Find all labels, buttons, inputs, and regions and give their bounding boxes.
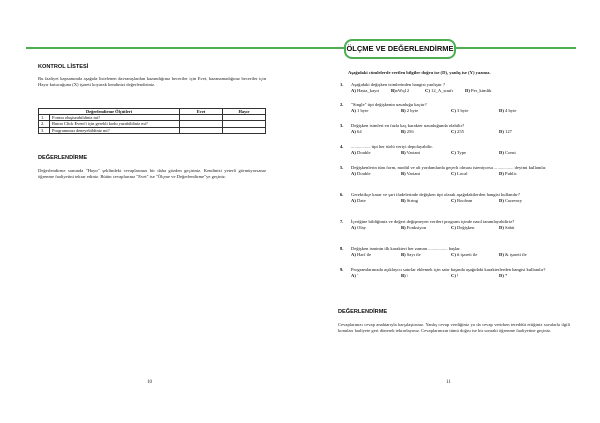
- right-page: [300, 0, 600, 423]
- left-eval-title: DEĞERLENDİRME: [38, 155, 88, 161]
- question-1: [340, 82, 568, 94]
- question-options: [351, 150, 568, 156]
- question-options: [351, 129, 568, 135]
- option-d[interactable]: D) & işareti ile: [499, 252, 527, 257]
- question-text: İçeriğine bildiğimiz ve değeri değişmeyen verileri program içinde nasıl tanımlayabiliriz?: [351, 219, 515, 224]
- option-d[interactable]: D) Sabit: [499, 225, 515, 230]
- question-2: [340, 102, 568, 114]
- question-text: Gerektikçe karar ve şart ifadelerinde değişken tipi olarak aşağıdakilerden hangisi kullanılır?: [351, 192, 520, 197]
- checklist-table: [38, 108, 266, 134]
- option-a[interactable]: A) Hasta_kayıt: [351, 88, 379, 93]
- header-yes: Evet: [180, 109, 223, 115]
- option-c[interactable]: C) Değişken: [451, 225, 475, 230]
- question-text: Değişken isimleri en fazla kaç karakter uzunluğunda olabilir?: [351, 123, 465, 128]
- option-b[interactable]: B) 256: [401, 129, 414, 134]
- checklist-intro: Bu faaliyet kapsamında aşağıda listelenen davranışlardan kazandığınız beceriler için Evet, kazanamadığınız beceriler için Hayır kutucuğuna (X) işareti koyarak kendinizi değerlendiriniz.: [38, 76, 266, 88]
- instruction-text: Aşağıdaki cümlelerde verilen bilgiler doğru ise (D), yanlış ise (Y) yazınız.: [348, 70, 491, 75]
- header-criteria: Değerlendirme Ölçütleri: [39, 109, 180, 115]
- left-eval-text: Değerlendirme sonunda "Hayır" şeklindeki cevaplarınızı bir daha gözden geçiriniz. Kendinizi yeterli görmüyorsanız öğrenme faaliyetini tekrar ediniz. Bütün cevaplarınız "Evet" ise "Ölçme ve Değerlendirme"ye geçiniz.: [38, 168, 266, 180]
- question-options: [351, 108, 568, 114]
- option-a[interactable]: A) Date: [351, 198, 366, 203]
- question-options: [351, 171, 568, 177]
- question-3: [340, 123, 568, 135]
- header-no: Hayır: [223, 109, 266, 115]
- right-header-rule-right: [456, 47, 576, 49]
- option-c[interactable]: C) Type: [451, 150, 467, 155]
- option-a[interactable]: A) Olay: [351, 225, 366, 230]
- right-eval-text: Cevaplarınızı cevap anahtarıyla karşılaştırınız. Yanlış cevap verdiğiniz ya da cevap verirken tereddüt ettiğiniz sorularla ilgili konuları faaliyete geri dönerek tekrarlayınız. Cevaplarınızın tümü doğru ise bir sonraki öğrenme faaliyetine geçiniz.: [338, 322, 570, 334]
- row-criterion: Formu oluşturabildiniz mi?: [50, 115, 180, 121]
- question-options: [351, 225, 568, 231]
- option-c[interactable]: C) 12_A_sınıfı: [425, 88, 453, 93]
- question-options: [351, 198, 568, 204]
- option-d[interactable]: D) Const: [499, 150, 516, 155]
- question-text: Değişkenlerin tüm form, modül ve alt yordamlarda geçerli olması isteniyorsa ................. deyimi kullanılır.: [351, 165, 547, 170]
- option-d[interactable]: D) Per_kimlik: [465, 88, 492, 93]
- right-header-rule-left: [300, 47, 344, 49]
- question-options: [351, 252, 568, 258]
- question-7: [340, 219, 568, 231]
- question-text: Değişken isminin ilk karakteri her zaman ................. başlar.: [351, 246, 461, 251]
- option-b[interactable]: B) String: [401, 198, 418, 203]
- option-a[interactable]: A) 64: [351, 129, 362, 134]
- question-options: [351, 88, 568, 94]
- question-8: [340, 246, 568, 258]
- question-number: 2.: [340, 102, 344, 107]
- question-number: 3.: [340, 123, 344, 128]
- option-d[interactable]: D) Currency: [499, 198, 523, 203]
- no-cell[interactable]: [223, 127, 266, 133]
- question-number: 4.: [340, 144, 344, 149]
- option-c[interactable]: C) !: [451, 273, 459, 278]
- option-b[interactable]: B) \: [401, 273, 409, 278]
- option-a[interactable]: A) Double: [351, 171, 371, 176]
- option-d[interactable]: D) 4 byte: [499, 108, 517, 113]
- checklist-title: KONTROL LİSTESİ: [38, 64, 89, 70]
- option-d[interactable]: D) *: [499, 273, 508, 278]
- question-text: ................. tipi her türlü veriyi depolayabilir.: [351, 144, 433, 149]
- question-text: Aşağıdaki değişken isimlerinden hangisi yanlıştır ?: [351, 82, 446, 87]
- question-number: 5.: [340, 165, 344, 170]
- option-d[interactable]: D) Public: [499, 171, 517, 176]
- table-row: [39, 127, 266, 133]
- question-5: [340, 165, 568, 177]
- left-page-number: 10: [147, 380, 152, 385]
- option-c[interactable]: C) # işareti ile: [451, 252, 478, 257]
- left-header-rule: [26, 47, 300, 49]
- question-text: Programlarınızda açıklayıcı satırlar eklemek için satır başında aşağıdaki karakterlerden hangisi kullanılır?: [351, 267, 546, 272]
- question-options: [351, 273, 568, 279]
- row-criterion: Buton Click Event'i için gerekli kodu yazabildiniz mi?: [50, 121, 180, 127]
- question-number: 9.: [340, 267, 344, 272]
- question-number: 1.: [340, 82, 344, 87]
- question-text: "Single" tipi değişkenin uzunluğu kaçtır?: [351, 102, 427, 107]
- right-page-number: 11: [446, 380, 451, 385]
- option-a[interactable]: A) 1 byte: [351, 108, 369, 113]
- question-number: 7.: [340, 219, 344, 224]
- option-c[interactable]: C) 3 byte: [451, 108, 469, 113]
- section-title-tab: ÖLÇME VE DEĞERLENDİRME: [344, 39, 456, 59]
- row-number: 1.: [39, 115, 50, 121]
- right-eval-title: DEĞERLENDİRME: [338, 309, 388, 315]
- option-b[interactable]: B) Sayı ile: [401, 252, 421, 257]
- option-c[interactable]: C) 255: [451, 129, 464, 134]
- option-a[interactable]: A) Double: [351, 150, 371, 155]
- option-a[interactable]: A) Harf ile: [351, 252, 372, 257]
- option-b[interactable]: B) Fonksiyon: [401, 225, 427, 230]
- option-b[interactable]: B)xWq12: [391, 88, 410, 93]
- option-b[interactable]: B) Variant: [401, 150, 420, 155]
- option-a[interactable]: A) ': [351, 273, 358, 278]
- option-b[interactable]: B) 2 byte: [401, 108, 419, 113]
- question-number: 6.: [340, 192, 344, 197]
- option-c[interactable]: C) Local: [451, 171, 468, 176]
- option-d[interactable]: D) 127: [499, 129, 512, 134]
- option-b[interactable]: B) Variant: [401, 171, 420, 176]
- row-criterion: Programınızı deneyebildiniz mi?: [50, 127, 180, 133]
- yes-cell[interactable]: [180, 127, 223, 133]
- row-number: 3.: [39, 127, 50, 133]
- option-c[interactable]: C) Boolean: [451, 198, 473, 203]
- row-number: 2.: [39, 121, 50, 127]
- question-6: [340, 192, 568, 204]
- question-9: [340, 267, 568, 279]
- question-4: [340, 144, 568, 156]
- question-number: 8.: [340, 246, 344, 251]
